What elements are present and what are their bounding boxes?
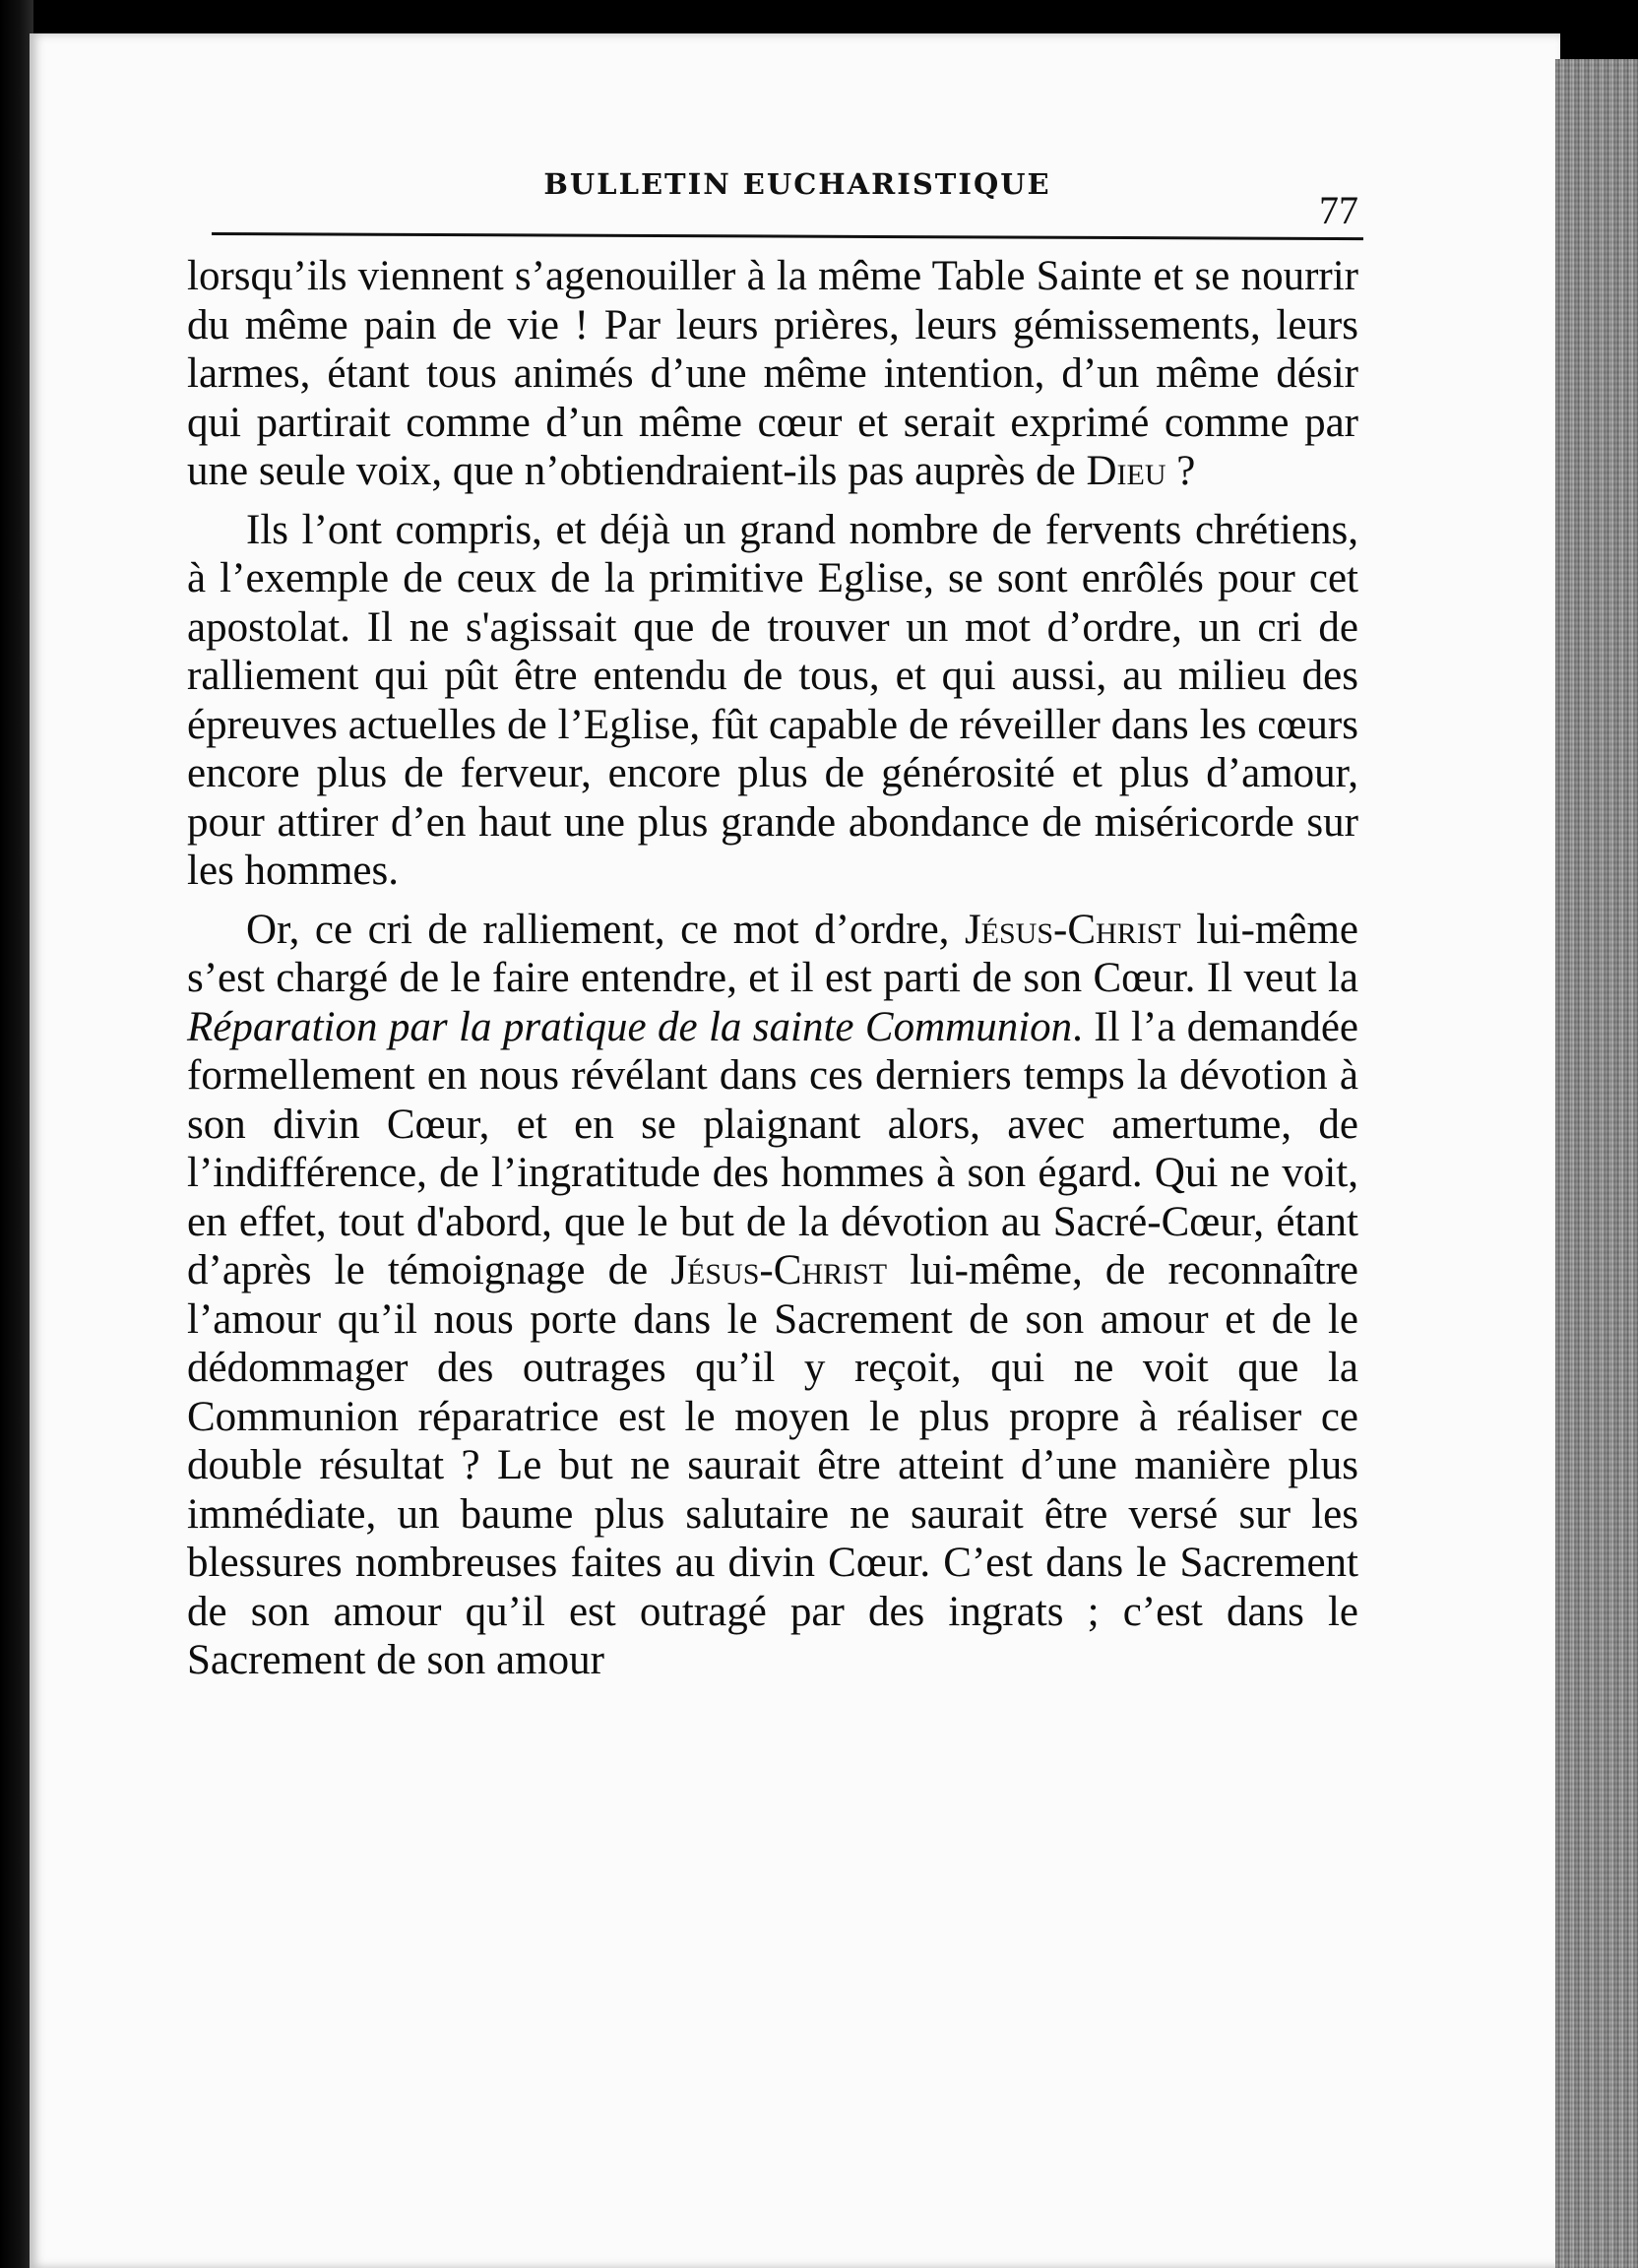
running-title: BULLETIN EUCHARISTIQUE (543, 167, 1051, 201)
paragraph-1 (187, 252, 1358, 496)
body-text (187, 252, 1358, 1685)
paragraph-3-text-d: lui-même, de reconnaître l’amour qu’il nous porte dans le Sacrement de son amour et de le dédommager des outrages qu’il y reçoit, qui ne voit que la Communion réparatrice est le moyen le plus propre à réaliser ce double résultat ? Le but ne saurait être atteint d’une manière plus immédiate, un baume plus salutaire ne saurait être versé sur les blessures nombreuses faites au divin Cœur. C’est dans le Sacrement de son amour qu’il est outragé par des ingrats ; c’est dans le Sacrement de son amour (187, 1247, 1358, 1683)
paragraph-2: Ils l’ont compris, et déjà un grand nombre de fervents chrétiens, à l’exemple de ceux de la primitive Eglise, se sont enrôlés pour cet apostolat. Il ne s'agissait que de trouver un mot d’ordre, un cri de ralliement qui pût être entendu de tous, et qui aussi, au milieu des épreuves actuelles de l’Eglise, fût capable de réveiller dans les cœurs encore plus de ferveur, encore plus de générosité et plus d’amour, pour attirer d’en haut une plus grande abondance de miséricorde sur les hommes. (187, 506, 1358, 894)
paragraph-3-text-a: Or, ce cri de ralliement, ce mot d’ordre, (246, 906, 965, 953)
paragraph-3-text-b: lui-même s’est chargé de le faire entendre, et il est parti de son Cœur. Il veut la (187, 906, 1358, 1001)
page-edges (1555, 59, 1638, 2268)
page-number: 77 (1319, 188, 1358, 232)
paragraph-1-end: ? (1166, 448, 1196, 494)
paragraph-1-text: lorsqu’ils viennent s’agenouiller à la même Table Sainte et se nourrir du même pain de vie ! Par leurs prières, leurs gémissements, leurs larmes, étant tous animés d’une même intention, d’un même désir qui partirait comme d’un même cœur et serait exprimé comme par une seule voix, que n’obtiendraient-ils pas auprès de (187, 253, 1358, 494)
dieu-small-caps: Dieu (1086, 448, 1166, 494)
jesus-christ-small-caps-2: Jésus-Christ (670, 1247, 888, 1293)
jesus-christ-small-caps: Jésus-Christ (964, 906, 1181, 953)
binding-shadow (0, 0, 33, 2268)
reparation-italic: Réparation par la pratique de la sainte Communion (187, 1003, 1073, 1050)
paragraph-3 (187, 906, 1358, 1685)
paragraph-3-text-c: . Il l’a demandée formellement en nous révélant dans ces derniers temps la dévotion à son divin Cœur, et en se plaignant alors, avec amertume, de l’indifférence, de l’ingratitude des hommes à son égard. Qui ne voit, en effet, tout d'abord, que le but de la dévotion au Sacré-Cœur, étant d’après le témoignage de (187, 1003, 1358, 1293)
